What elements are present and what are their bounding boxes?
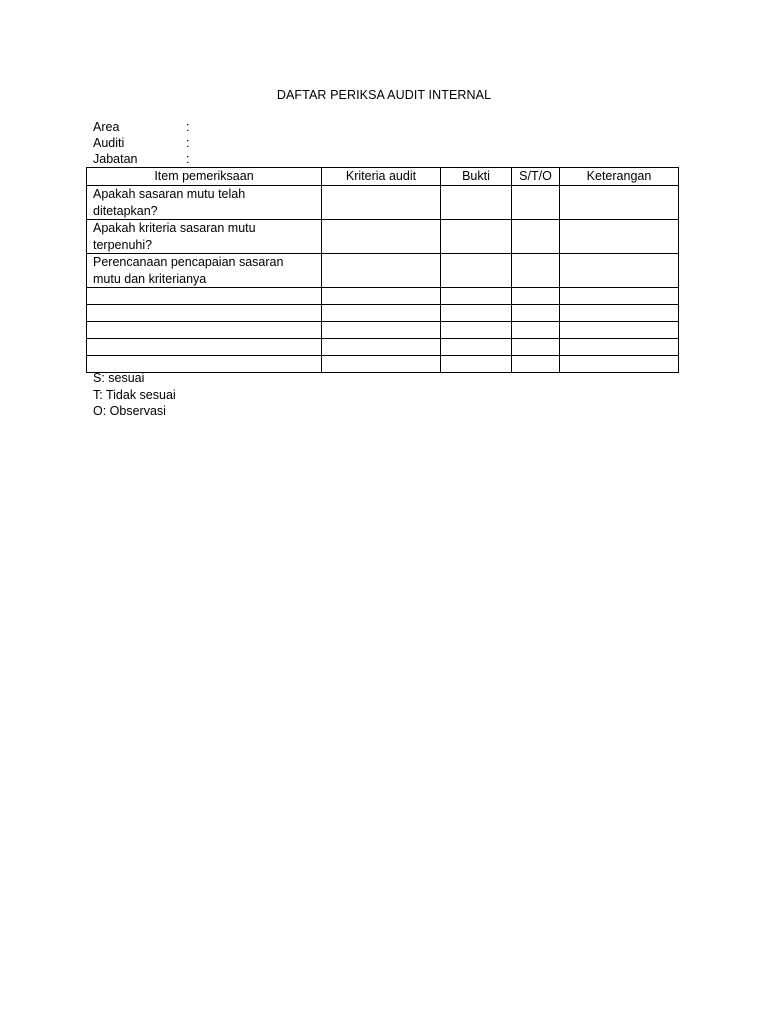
bukti-cell[interactable]	[441, 322, 512, 339]
item-cell[interactable]	[87, 322, 322, 339]
item-text-line: Apakah kriteria sasaran mutu	[93, 221, 256, 235]
keterangan-cell[interactable]	[560, 220, 679, 254]
header-keterangan: Keterangan	[560, 168, 679, 186]
info-label-jabatan: Jabatan	[93, 152, 138, 167]
legend-item-observasi: O: Observasi	[93, 404, 166, 418]
table-row-empty	[87, 322, 679, 339]
table-header-row	[87, 168, 679, 186]
bukti-cell[interactable]	[441, 288, 512, 305]
sto-cell[interactable]	[512, 322, 560, 339]
info-separator-area: :	[186, 120, 190, 134]
item-cell	[87, 220, 322, 254]
table-row	[87, 220, 679, 254]
item-cell	[87, 254, 322, 288]
kriteria-cell[interactable]	[322, 186, 441, 220]
sto-cell[interactable]	[512, 220, 560, 254]
audit-info-block	[93, 119, 198, 168]
audit-checklist-table	[86, 167, 679, 373]
header-sto: S/T/O	[512, 168, 560, 186]
info-separator-auditi: :	[186, 136, 190, 151]
item-text-line: ditetapkan?	[93, 203, 158, 218]
kriteria-cell[interactable]	[322, 254, 441, 288]
status-legend	[93, 370, 176, 420]
kriteria-cell[interactable]	[322, 339, 441, 356]
bukti-cell[interactable]	[441, 220, 512, 254]
table-row-empty	[87, 305, 679, 322]
bukti-cell[interactable]	[441, 356, 512, 373]
sto-cell[interactable]	[512, 254, 560, 288]
item-text-line: Apakah sasaran mutu telah	[93, 187, 246, 201]
table-row-empty	[87, 288, 679, 305]
sto-cell[interactable]	[512, 288, 560, 305]
keterangan-cell[interactable]	[560, 339, 679, 356]
info-separator-jabatan: :	[186, 152, 190, 167]
kriteria-cell[interactable]	[322, 305, 441, 322]
item-cell[interactable]	[87, 305, 322, 322]
item-cell[interactable]	[87, 339, 322, 356]
keterangan-cell[interactable]	[560, 254, 679, 288]
table-row	[87, 254, 679, 288]
item-text-line: mutu dan kriterianya	[93, 271, 207, 286]
info-label-auditi: Auditi	[93, 136, 125, 151]
sto-cell[interactable]	[512, 186, 560, 220]
item-cell[interactable]	[87, 288, 322, 305]
info-row-area	[93, 119, 198, 135]
document-title: DAFTAR PERIKSA AUDIT INTERNAL	[276, 88, 492, 102]
table-row	[87, 186, 679, 220]
sto-cell[interactable]	[512, 356, 560, 373]
bukti-cell[interactable]	[441, 186, 512, 220]
kriteria-cell[interactable]	[322, 220, 441, 254]
item-cell	[87, 186, 322, 220]
info-label-area: Area	[93, 120, 120, 134]
kriteria-cell[interactable]	[322, 288, 441, 305]
keterangan-cell[interactable]	[560, 305, 679, 322]
kriteria-cell[interactable]	[322, 322, 441, 339]
table-row-empty	[87, 339, 679, 356]
kriteria-cell[interactable]	[322, 356, 441, 373]
keterangan-cell[interactable]	[560, 186, 679, 220]
legend-item-sesuai: S: sesuai	[93, 371, 145, 385]
bukti-cell[interactable]	[441, 339, 512, 356]
item-text-line: terpenuhi?	[93, 237, 153, 252]
header-kriteria-audit: Kriteria audit	[322, 168, 441, 186]
keterangan-cell[interactable]	[560, 322, 679, 339]
sto-cell[interactable]	[512, 339, 560, 356]
keterangan-cell[interactable]	[560, 356, 679, 373]
bukti-cell[interactable]	[441, 254, 512, 288]
keterangan-cell[interactable]	[560, 288, 679, 305]
header-item-pemeriksaan: Item pemeriksaan	[87, 168, 322, 186]
info-row-auditi	[93, 135, 198, 151]
info-row-jabatan	[93, 151, 198, 167]
legend-item-tidak-sesuai: T: Tidak sesuai	[93, 387, 176, 402]
item-text-line: Perencanaan pencapaian sasaran	[93, 255, 284, 269]
sto-cell[interactable]	[512, 305, 560, 322]
header-bukti: Bukti	[441, 168, 512, 186]
bukti-cell[interactable]	[441, 305, 512, 322]
